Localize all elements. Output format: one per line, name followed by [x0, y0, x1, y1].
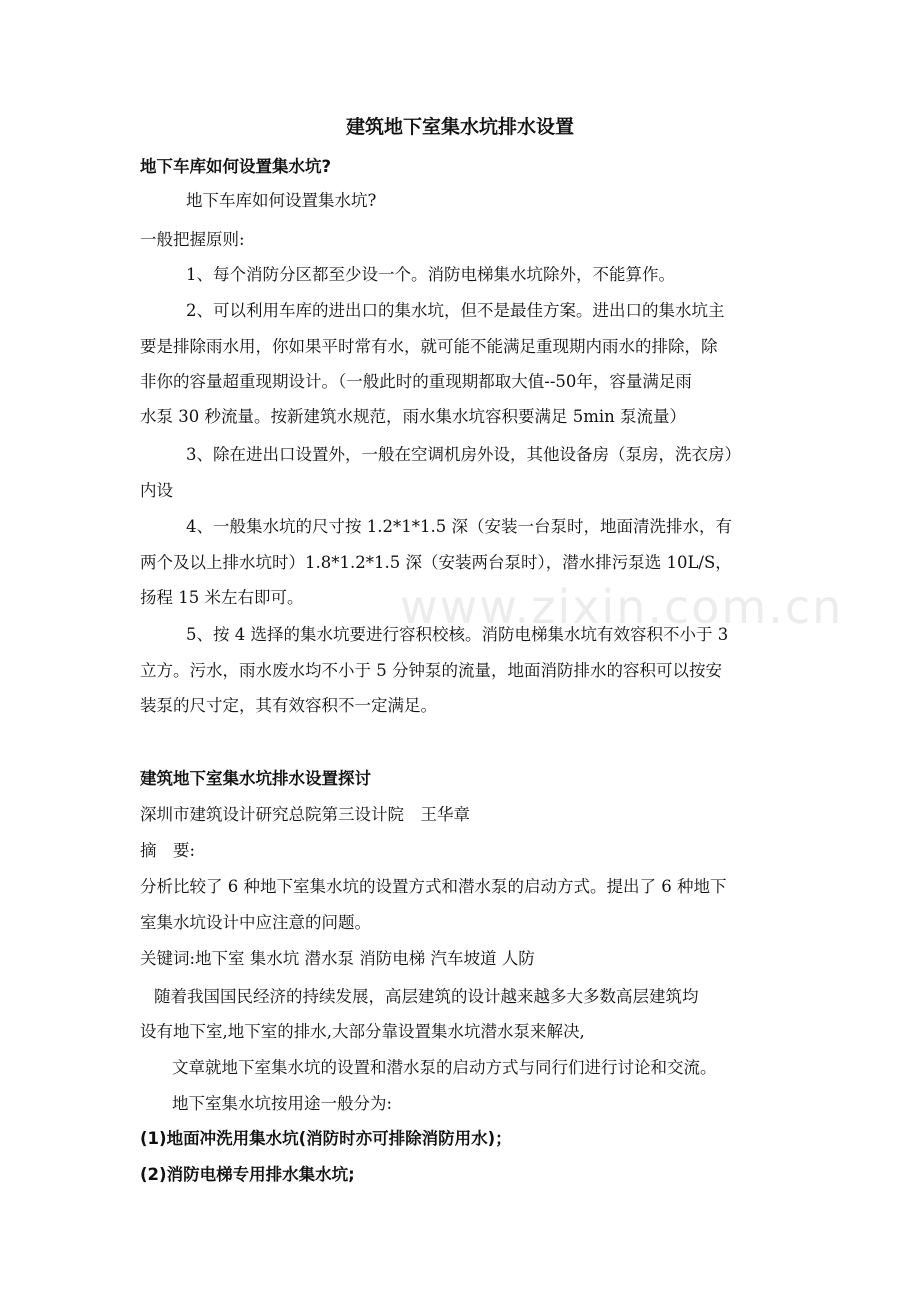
section2-heading: 建筑地下室集水坑排水设置探讨 [140, 769, 371, 788]
abstract-line: 室集水坑设计中应注意的问题。 [140, 913, 371, 932]
paragraph-line: 内设 [140, 481, 173, 500]
body-line: 地下室集水坑按用途一般分为: [172, 1094, 393, 1113]
paragraph-line: 4、一般集水坑的尺寸按 1.2*1*1.5 深（安装一台泵时，地面清洗排水，有 [186, 517, 732, 536]
body-line: 设有地下室,地下室的排水,大部分靠设置集水坑潜水泵来解决, [140, 1022, 585, 1041]
paragraph-line: 两个及以上排水坑时）1.8*1.2*1.5 深（安装两台泵时），潜水排污泵选 10L/S， [140, 553, 732, 572]
paragraph-line: 5、按 4 选择的集水坑要进行容积校核。消防电梯集水坑有效容积不小于 3 [186, 625, 729, 644]
paragraph-line: 扬程 15 米左右即可。 [140, 588, 304, 607]
keywords-line: 关键词:地下室 集水坑 潜水泵 消防电梯 汽车坡道 人防 [140, 949, 535, 968]
abstract-line: 分析比较了 6 种地下室集水坑的设置方式和潜水泵的启动方式。提出了 6 种地下 [140, 877, 727, 896]
section1-heading: 地下车库如何设置集水坑? [140, 157, 332, 176]
paragraph-line: 2、可以利用车库的进出口的集水坑，但不是最佳方案。进出口的集水坑主 [186, 301, 725, 320]
author-line: 深圳市建筑设计研究总院第三设计院 王华章 [140, 805, 470, 824]
paragraph-line: 水泵 30 秒流量。按新建筑水规范，雨水集水坑容积要满足 5min 泵流量） [140, 407, 687, 426]
list-item: (2)消防电梯专用排水集水坑; [140, 1165, 355, 1184]
paragraph-line: 要是排除雨水用，你如果平时常有水，就可能不能满足重现期内雨水的排除，除 [140, 337, 718, 356]
paragraph-line: 非你的容量超重现期设计。（一般此时的重现期都取大值--50年，容量满足雨 [140, 372, 692, 391]
principle-label: 一般把握原则: [140, 230, 245, 249]
body-line: 随着我国国民经济的持续发展，高层建筑的设计越来越多大多数高层建筑均 [154, 987, 699, 1006]
abstract-label: 摘 要: [140, 841, 196, 860]
body-line: 文章就地下室集水坑的设置和潜水泵的启动方式与同行们进行讨论和交流。 [172, 1058, 717, 1077]
section1-subheading: 地下车库如何设置集水坑? [186, 191, 377, 210]
page-title: 建筑地下室集水坑排水设置 [345, 116, 574, 138]
paragraph-line: 3、除在进出口设置外，一般在空调机房外设，其他设备房（泵房，洗衣房） [186, 445, 741, 464]
paragraph-line: 1、每个消防分区都至少设一个。消防电梯集水坑除外，不能算作。 [186, 265, 675, 284]
paragraph-line: 立方。污水，雨水废水均不小于 5 分钟泵的流量，地面消防排水的容积可以按安 [140, 661, 722, 680]
list-item: (1)地面冲洗用集水坑(消防时亦可排除消防用水)； [140, 1129, 512, 1148]
watermark: www.zixin.com.cn [400, 580, 844, 634]
paragraph-line: 装泵的尺寸定，其有效容积不一定满足。 [140, 696, 437, 715]
